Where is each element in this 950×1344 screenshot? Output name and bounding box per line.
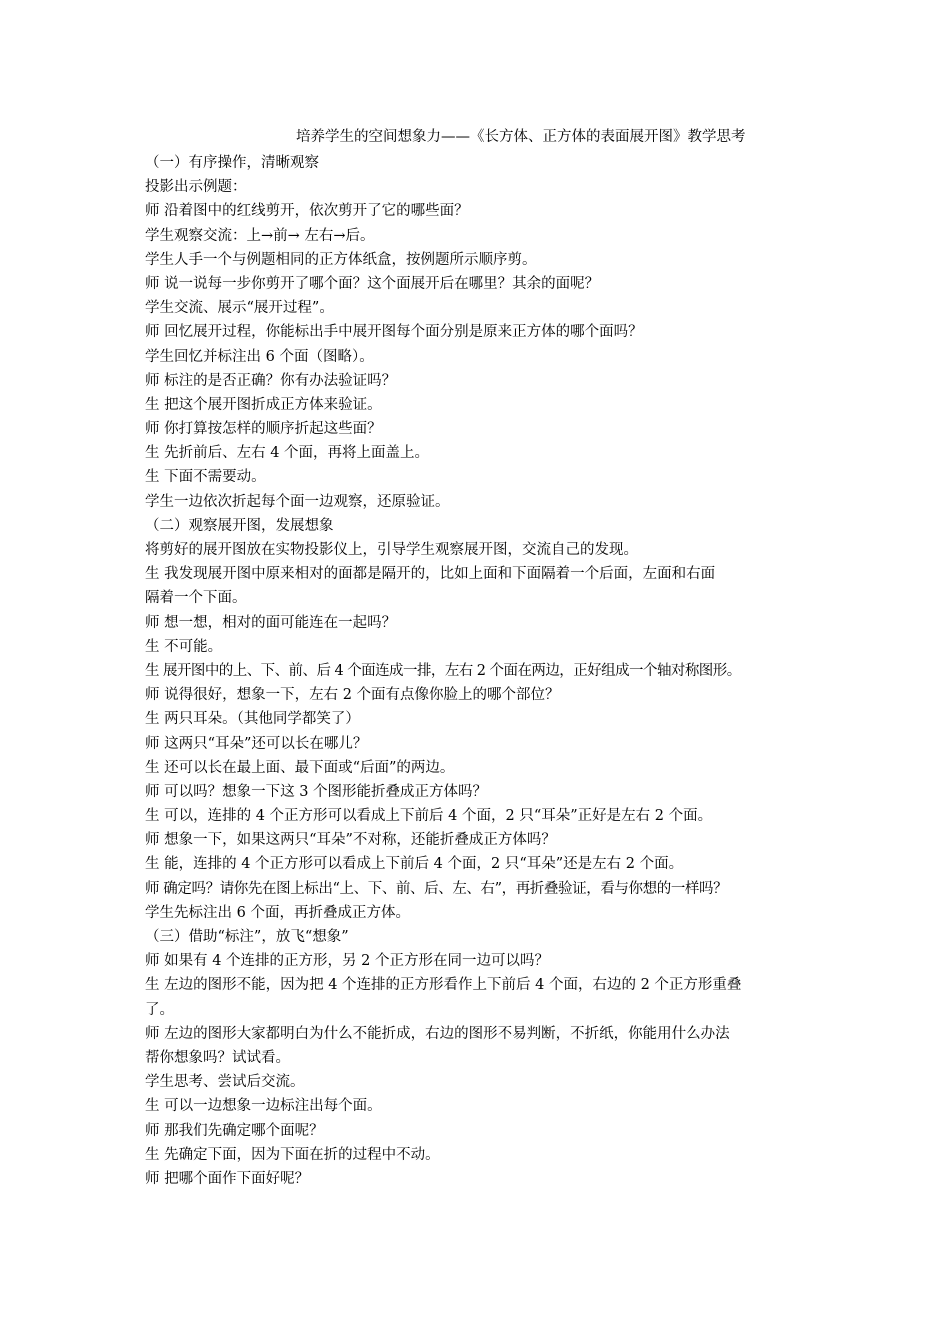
text-line: 学生观察交流：上→前→ 左右→后。 (145, 227, 375, 244)
text-line: 学生思考、尝试后交流。 (145, 1074, 305, 1091)
text-line: 师 如果有 4 个连排的正方形，另 2 个正方形在同一边可以吗？ (145, 953, 549, 970)
text-line: 师 标注的是否正确？你有办法验证吗？ (145, 372, 397, 389)
text-line: 生 还可以长在最上面、最下面或“后面”的两边。 (145, 759, 455, 776)
text-line: 投影出示例题： (145, 179, 247, 196)
text-line: 师 你打算按怎样的顺序折起这些面？ (145, 421, 382, 438)
text-line: 师 想象一下，如果这两只“耳朵”不对称，还能折叠成正方体吗？ (145, 832, 556, 849)
text-line: 师 左边的图形大家都明白为什么不能折成，右边的图形不易判断，不折纸，你能用什么办法 (145, 1025, 730, 1042)
text-line: 帮你想象吗？试试看。 (145, 1049, 290, 1066)
section-heading: （三）借助“标注”，放飞“想象” (145, 929, 349, 945)
text-line: 生 左边的图形不能，因为把 4 个连排的正方形看作上下前后 4 个面，右边的 2 个正方形重叠 (145, 977, 742, 994)
text-line: 师 想一想，相对的面可能连在一起吗？ (145, 614, 397, 631)
text-line: 生 两只耳朵。（其他同学都笑了） (145, 711, 360, 728)
text-line: 师 可以吗？想象一下这 3 个图形能折叠成正方体吗？ (145, 783, 488, 800)
text-line: 生 能，连排的 4 个正方形可以看成上下前后 4 个面，2 只“耳朵”还是左右 2 个面。 (145, 856, 684, 873)
text-line: 生 下面不需要动。 (145, 469, 266, 486)
text-line: 师 那我们先确定哪个面呢？ (145, 1122, 324, 1139)
text-line: 生 展开图中的上、下、前、后 4 个面连成一排，左右 2 个面在两边，正好组成一个轴对称图形。 (145, 662, 741, 679)
text-line: 生 先确定下面，因为下面在折的过程中不动。 (145, 1146, 440, 1163)
text-line: 学生先标注出 6 个面，再折叠成正方体。 (145, 904, 410, 921)
text-line: 师 把哪个面作下面好呢？ (145, 1170, 310, 1187)
text-line: 师 说一说每一步你剪开了哪个面？这个面展开后在哪里？其余的面呢？ (145, 275, 600, 292)
text-line: 了。 (145, 1001, 174, 1018)
text-line: 生 可以一边想象一边标注出每个面。 (145, 1098, 382, 1115)
text-line: 生 可以，连排的 4 个正方形可以看成上下前后 4 个面，2 只“耳朵”正好是左右 2 个面。 (145, 808, 713, 825)
text-line: 学生交流、展示“展开过程”。 (145, 300, 334, 317)
text-line: 生 我发现展开图中原来相对的面都是隔开的，比如上面和下面隔着一个后面，左面和右面 (145, 566, 716, 583)
text-line: （一）有序操作，清晰观察 (145, 155, 319, 171)
text-line: 将剪好的展开图放在实物投影仪上，引导学生观察展开图，交流自己的发现。 (145, 542, 638, 558)
text-line: 学生回忆并标注出 6 个面（图略）。 (145, 348, 374, 365)
text-line: 生 先折前后、左右 4 个面，再将上面盖上。 (145, 445, 430, 462)
text-line: 师 沿着图中的红线剪开，依次剪开了它的哪些面？ (145, 203, 469, 220)
text-line: 生 不可能。 (145, 638, 223, 655)
text-line: 师 说得很好，想象一下，左右 2 个面有点像你脸上的哪个部位？ (145, 687, 560, 704)
text-line: 学生一边依次折起每个面一边观察，还原验证。 (145, 493, 450, 510)
section-heading: （二）观察展开图，发展想象 (145, 517, 334, 534)
document-title: 培养学生的空间想象力——《长方体、正方体的表面展开图》教学思考 (296, 129, 746, 145)
text-line: 师 确定吗？请你先在图上标出“上、下、前、后、左、右”，再折叠验证，看与你想的一样吗？ (145, 880, 728, 897)
text-line: 学生人手一个与例题相同的正方体纸盒，按例题所示顺序剪。 (145, 251, 537, 268)
text-line: 生 把这个展开图折成正方体来验证。 (145, 396, 382, 413)
text-line: 隔着一个下面。 (145, 590, 247, 607)
text-line: 师 回忆展开过程，你能标出手中展开图每个面分别是原来正方体的哪个面吗？ (145, 324, 643, 341)
document-body (145, 151, 817, 1191)
text-line: 师 这两只“耳朵”还可以长在哪儿？ (145, 735, 368, 752)
